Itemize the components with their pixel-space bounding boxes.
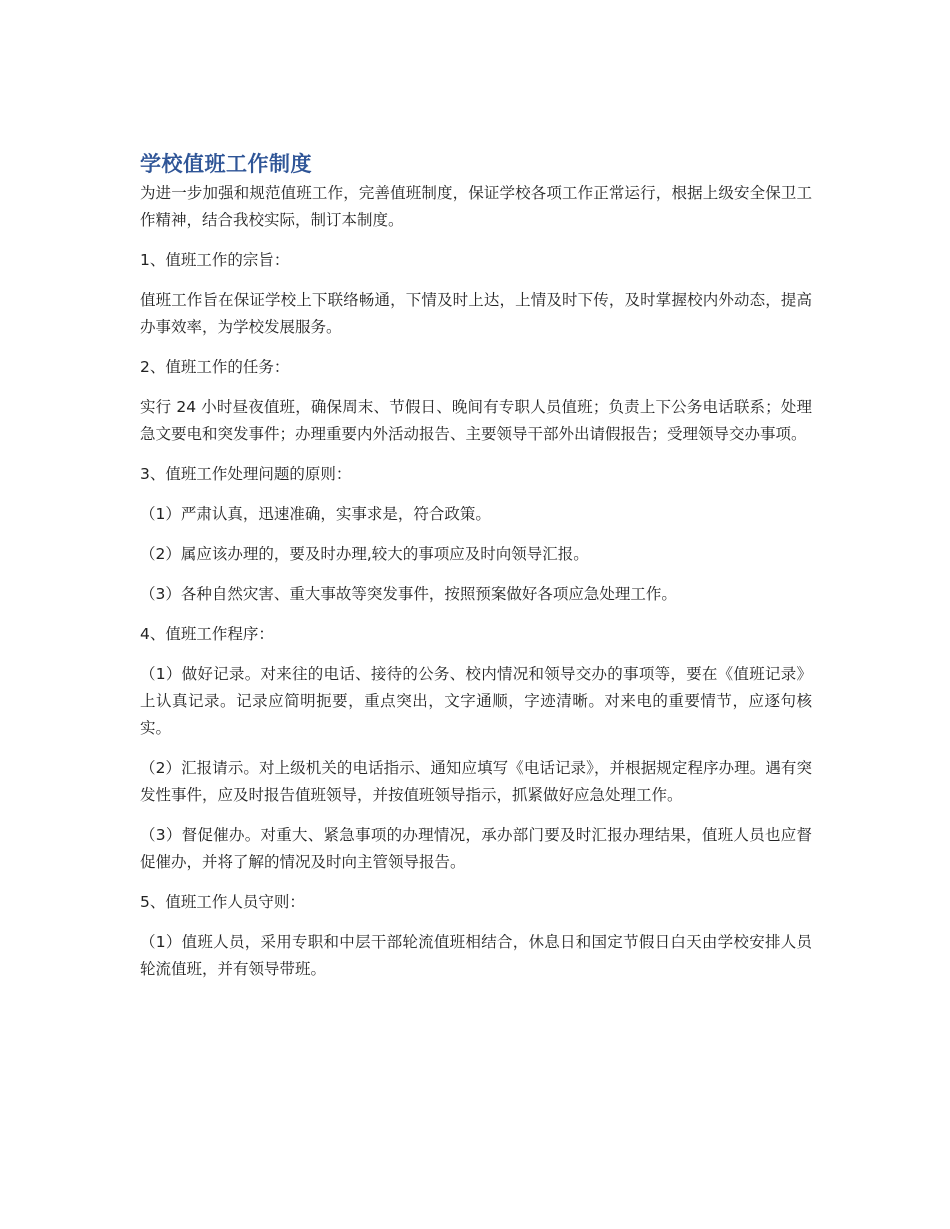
section-2-paragraph-1: 实行 24 小时昼夜值班，确保周末、节假日、晚间有专职人员值班；负责上下公务电话联系；处理急文要电和突发事件；办理重要内外活动报告、主要领导干部外出请假报告；受理领导交办事项。	[140, 398, 812, 443]
section-3-paragraph-3: （3）各种自然灾害、重大事故等突发事件，按照预案做好各项应急处理工作。	[140, 585, 677, 603]
intro-paragraph: 为进一步加强和规范值班工作，完善值班制度，保证学校各项工作正常运行，根据上级安全保卫工作精神，结合我校实际，制订本制度。	[140, 184, 812, 229]
section-3-heading: 3、值班工作处理问题的原则：	[140, 465, 352, 483]
section-1-heading: 1、值班工作的宗旨：	[140, 251, 290, 269]
section-4-paragraph-1: （1）做好记录。对来往的电话、接待的公务、校内情况和领导交办的事项等，要在《值班记录》上认真记录。记录应简明扼要，重点突出，文字通顺，字迹清晰。对来电的重要情节，应逐句核实。	[140, 665, 812, 737]
section-5-paragraph-1: （1）值班人员，采用专职和中层干部轮流值班相结合，休息日和国定节假日白天由学校安排人员轮流值班，并有领导带班。	[140, 933, 812, 978]
section-2-heading: 2、值班工作的任务：	[140, 358, 290, 376]
document-title: 学校值班工作制度	[140, 152, 312, 176]
section-5-heading: 5、值班工作人员守则：	[140, 893, 305, 911]
document-body	[140, 180, 812, 983]
section-4-paragraph-3: （3）督促催办。对重大、紧急事项的办理情况，承办部门要及时汇报办理结果，值班人员也应督促催办，并将了解的情况及时向主管领导报告。	[140, 826, 812, 871]
section-3-paragraph-2: （2）属应该办理的，要及时办理,较大的事项应及时向领导汇报。	[140, 545, 589, 563]
section-1-paragraph-1: 值班工作旨在保证学校上下联络畅通，下情及时上达，上情及时下传，及时掌握校内外动态，提高办事效率，为学校发展服务。	[140, 291, 812, 336]
section-4-heading: 4、值班工作程序：	[140, 625, 274, 643]
document-page	[140, 148, 812, 996]
section-4-paragraph-2: （2）汇报请示。对上级机关的电话指示、通知应填写《电话记录》，并根据规定程序办理。遇有突发性事件，应及时报告值班领导，并按值班领导指示，抓紧做好应急处理工作。	[140, 759, 812, 804]
section-3-paragraph-1: （1）严肃认真，迅速准确，实事求是，符合政策。	[140, 505, 491, 523]
